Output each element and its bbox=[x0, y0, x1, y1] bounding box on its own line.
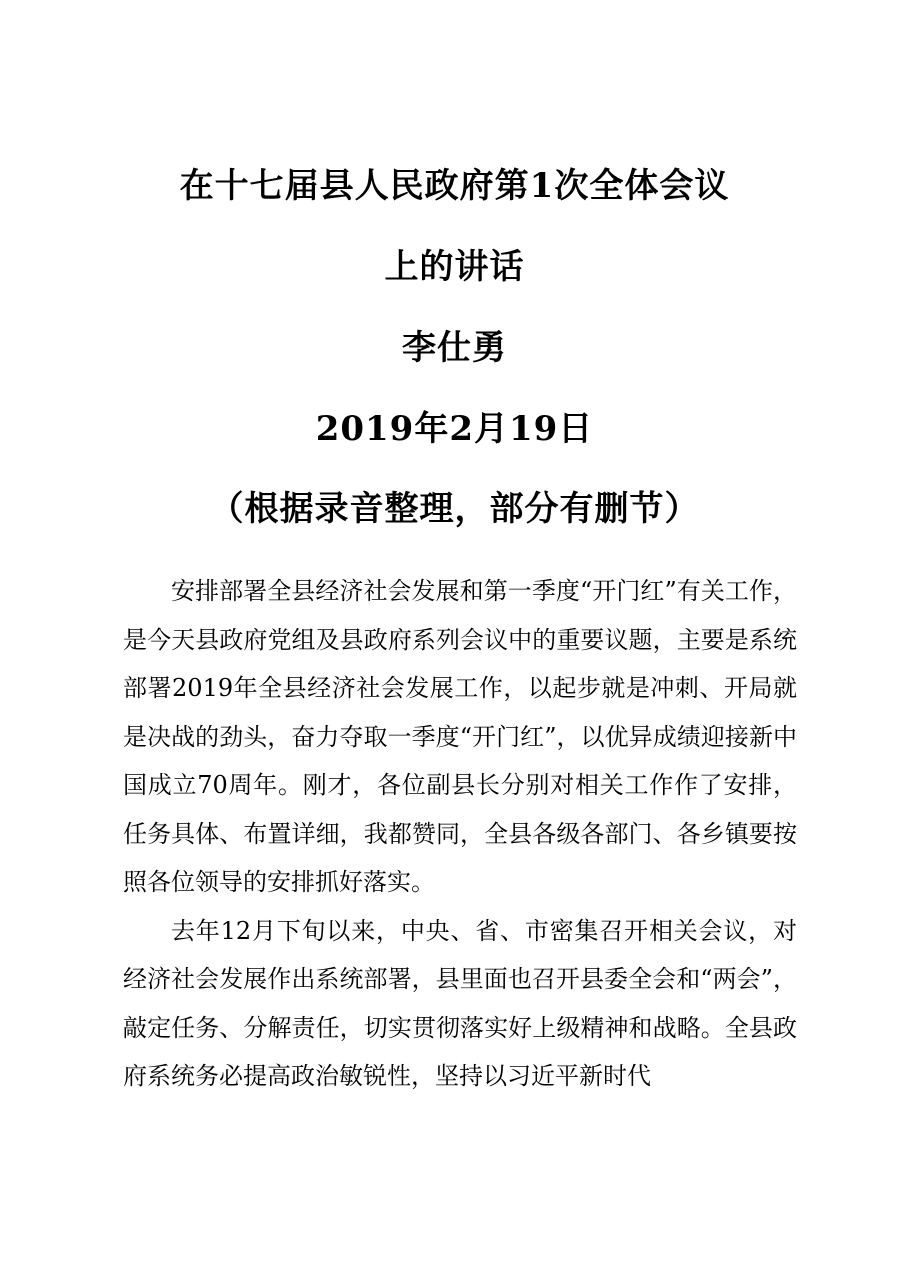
editorial-note: （根据录音整理，部分有删节） bbox=[209, 489, 700, 529]
document-title-line1: 在十七届县人民政府第1次全体会议 bbox=[179, 166, 730, 206]
paragraph: 安排部署全县经济社会发展和第一季度“开门红”有关工作，是今天县政府党组及县政府系列会议中的重要议题，主要是系统部署2019年全县经济社会发展工作，以起步就是冲刺、开局就是决战的劲头，奋力夺取一季度“开门红”，以优异成绩迎接新中国成立70周年。刚才，各位副县长分别对相关工作作了安排，任务具体、布置详细，我都赞同，全县各级各部门、各乡镇要按照各位领导的安排抓好落实。 bbox=[123, 577, 797, 896]
speech-date: 2019年2月19日 bbox=[315, 409, 594, 449]
speaker-name: 李仕勇 bbox=[402, 328, 507, 368]
speech-body bbox=[123, 567, 797, 1101]
paragraph: 去年12月下旬以来，中央、省、市密集召开相关会议，对经济社会发展作出系统部署，县里面也召开县委全会和“两会”，敲定任务、分解责任，切实贯彻落实好上级精神和战略。全县政府系统务必提高政治敏锐性，坚持以习近平新时代 bbox=[123, 916, 797, 1090]
document-title-line2: 上的讲话 bbox=[384, 247, 525, 287]
